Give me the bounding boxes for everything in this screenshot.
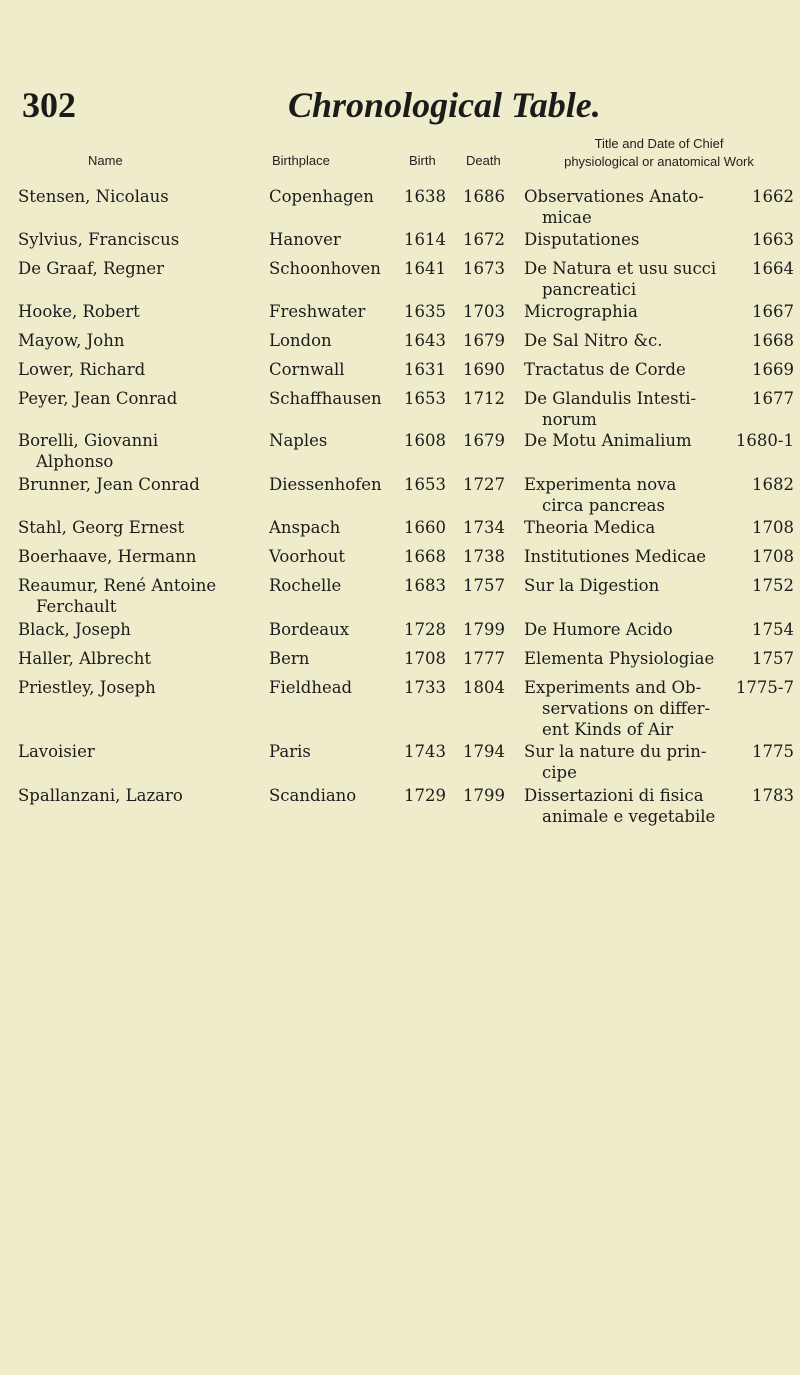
work-text: De Sal Nitro &c. xyxy=(524,331,663,350)
cell-name xyxy=(18,517,258,538)
name-text: Reaumur, René Antoine xyxy=(18,576,217,595)
cell-birth: 1708 xyxy=(404,649,446,668)
name-text: Stahl, Georg Ernest xyxy=(18,518,185,537)
cell-death: 1794 xyxy=(463,742,505,761)
cell-birthplace: Bordeaux xyxy=(269,620,350,639)
cell-death: 1672 xyxy=(463,230,505,249)
cell-work-title xyxy=(524,517,724,538)
name-text: Peyer, Jean Conrad xyxy=(18,389,178,408)
cell-name xyxy=(18,546,258,567)
work-continuation: norum xyxy=(542,410,597,429)
cell-death: 1673 xyxy=(463,259,505,278)
cell-work-year: 1708 xyxy=(752,518,794,537)
name-text: Borelli, Giovanni xyxy=(18,431,159,450)
cell-birthplace: Naples xyxy=(269,431,328,450)
cell-work-year: 1757 xyxy=(752,649,794,668)
cell-name xyxy=(18,359,258,380)
cell-name xyxy=(18,186,258,207)
cell-birthplace: Hanover xyxy=(269,230,341,249)
cell-birth: 1638 xyxy=(404,187,446,206)
cell-work-title xyxy=(524,186,724,228)
header-name: Name xyxy=(88,153,123,168)
cell-birth: 1635 xyxy=(404,302,446,321)
header-birth: Birth xyxy=(409,153,436,168)
cell-birth: 1728 xyxy=(404,620,446,639)
work-text: Experiments and Ob- xyxy=(524,678,702,697)
cell-birth: 1660 xyxy=(404,518,446,537)
work-text: Sur la Digestion xyxy=(524,576,660,595)
cell-death: 1804 xyxy=(463,678,505,697)
cell-work-year: 1708 xyxy=(752,547,794,566)
cell-birthplace: London xyxy=(269,331,332,350)
header-death: Death xyxy=(466,153,501,168)
cell-birthplace: Copenhagen xyxy=(269,187,374,206)
cell-death: 1679 xyxy=(463,331,505,350)
name-text: Black, Joseph xyxy=(18,620,131,639)
work-text: Dissertazioni di fisica xyxy=(524,786,704,805)
work-continuation: micae xyxy=(542,208,592,227)
cell-birth: 1608 xyxy=(404,431,446,450)
cell-work-title xyxy=(524,741,724,783)
cell-work-year: 1662 xyxy=(752,187,794,206)
work-text: Elementa Physiologiae xyxy=(524,649,715,668)
page-number: 302 xyxy=(22,85,76,125)
name-text: De Graaf, Regner xyxy=(18,259,165,278)
cell-birthplace: Schaffhausen xyxy=(269,389,382,408)
cell-work-year: 1663 xyxy=(752,230,794,249)
header-birthplace: Birthplace xyxy=(272,153,330,168)
name-text: Lower, Richard xyxy=(18,360,146,379)
work-text: Micrographia xyxy=(524,302,638,321)
cell-work-title xyxy=(524,575,724,596)
cell-birth: 1631 xyxy=(404,360,446,379)
cell-work-year: 1682 xyxy=(752,475,794,494)
cell-name xyxy=(18,430,258,472)
cell-work-year: 1754 xyxy=(752,620,794,639)
cell-death: 1727 xyxy=(463,475,505,494)
work-text: De Humore Acido xyxy=(524,620,673,639)
cell-name xyxy=(18,301,258,322)
cell-birthplace: Freshwater xyxy=(269,302,366,321)
cell-work-year: 1775 xyxy=(752,742,794,761)
cell-birth: 1743 xyxy=(404,742,446,761)
header-title-line1: Title and Date of Chief xyxy=(594,136,724,151)
cell-death: 1679 xyxy=(463,431,505,450)
cell-work-title xyxy=(524,388,724,430)
work-text: Theoria Medica xyxy=(524,518,656,537)
cell-work-title xyxy=(524,359,724,380)
cell-death: 1777 xyxy=(463,649,505,668)
work-text: Tractatus de Corde xyxy=(524,360,686,379)
cell-name xyxy=(18,648,258,669)
cell-death: 1703 xyxy=(463,302,505,321)
cell-name xyxy=(18,677,258,698)
work-text: Observationes Anato- xyxy=(524,187,704,206)
work-text: De Glandulis Intesti- xyxy=(524,389,697,408)
cell-work-year: 1680-1 xyxy=(735,431,794,450)
cell-work-title xyxy=(524,785,724,827)
cell-work-year: 1667 xyxy=(752,302,794,321)
cell-work-title xyxy=(524,474,724,516)
work-text: De Natura et usu succi xyxy=(524,259,717,278)
name-text: Spallanzani, Lazaro xyxy=(18,786,183,805)
cell-work-title xyxy=(524,229,724,250)
cell-birth: 1668 xyxy=(404,547,446,566)
cell-name xyxy=(18,330,258,351)
work-text: Sur la nature du prin- xyxy=(524,742,707,761)
cell-work-title xyxy=(524,648,724,669)
cell-name xyxy=(18,229,258,250)
cell-birthplace: Cornwall xyxy=(269,360,345,379)
work-continuation: ent Kinds of Air xyxy=(542,720,674,739)
name-text: Hooke, Robert xyxy=(18,302,140,321)
cell-work-year: 1752 xyxy=(752,576,794,595)
cell-death: 1734 xyxy=(463,518,505,537)
cell-death: 1799 xyxy=(463,620,505,639)
work-continuation: servations on differ- xyxy=(542,699,711,718)
work-continuation: pancreatici xyxy=(542,280,637,299)
name-text: Priestley, Joseph xyxy=(18,678,156,697)
cell-name xyxy=(18,474,258,495)
cell-birth: 1729 xyxy=(404,786,446,805)
name-continuation: Alphonso xyxy=(36,452,114,471)
work-text: Institutiones Medicae xyxy=(524,547,707,566)
cell-birth: 1653 xyxy=(404,389,446,408)
cell-birthplace: Fieldhead xyxy=(269,678,353,697)
cell-work-title xyxy=(524,330,724,351)
cell-work-year: 1783 xyxy=(752,786,794,805)
name-text: Sylvius, Franciscus xyxy=(18,230,180,249)
cell-name xyxy=(18,258,258,279)
cell-name xyxy=(18,785,258,806)
cell-death: 1690 xyxy=(463,360,505,379)
cell-work-year: 1668 xyxy=(752,331,794,350)
work-text: Disputationes xyxy=(524,230,640,249)
cell-birthplace: Bern xyxy=(269,649,310,668)
cell-birth: 1733 xyxy=(404,678,446,697)
cell-death: 1686 xyxy=(463,187,505,206)
cell-work-year: 1677 xyxy=(752,389,794,408)
cell-work-title xyxy=(524,430,724,451)
work-text: De Motu Animalium xyxy=(524,431,692,450)
name-continuation: Ferchault xyxy=(36,597,117,616)
name-text: Stensen, Nicolaus xyxy=(18,187,169,206)
work-continuation: animale e vegetabile xyxy=(542,807,716,826)
cell-birthplace: Schoonhoven xyxy=(269,259,381,278)
cell-birthplace: Paris xyxy=(269,742,311,761)
cell-work-year: 1664 xyxy=(752,259,794,278)
cell-birth: 1643 xyxy=(404,331,446,350)
name-text: Mayow, John xyxy=(18,331,125,350)
work-continuation: circa pancreas xyxy=(542,496,665,515)
cell-name xyxy=(18,741,258,762)
cell-birth: 1653 xyxy=(404,475,446,494)
cell-name xyxy=(18,619,258,640)
cell-death: 1712 xyxy=(463,389,505,408)
cell-death: 1799 xyxy=(463,786,505,805)
cell-work-title xyxy=(524,301,724,322)
header-title-line2: physiological or anatomical Work xyxy=(564,154,754,169)
cell-death: 1757 xyxy=(463,576,505,595)
cell-work-year: 1669 xyxy=(752,360,794,379)
name-text: Brunner, Jean Conrad xyxy=(18,475,200,494)
cell-work-title xyxy=(524,258,724,300)
name-text: Lavoisier xyxy=(18,742,95,761)
cell-work-title xyxy=(524,546,724,567)
cell-birthplace: Scandiano xyxy=(269,786,357,805)
cell-birthplace: Rochelle xyxy=(269,576,342,595)
cell-name xyxy=(18,388,258,409)
cell-birthplace: Voorhout xyxy=(269,547,345,566)
cell-death: 1738 xyxy=(463,547,505,566)
work-continuation: cipe xyxy=(542,763,577,782)
work-text: Experimenta nova xyxy=(524,475,677,494)
cell-birthplace: Anspach xyxy=(269,518,341,537)
cell-work-title xyxy=(524,677,724,740)
cell-name xyxy=(18,575,258,617)
running-title: Chronological Table. xyxy=(288,85,601,125)
cell-work-year: 1775-7 xyxy=(735,678,794,697)
cell-birthplace: Diessenhofen xyxy=(269,475,382,494)
header-title xyxy=(524,135,794,171)
cell-work-title xyxy=(524,619,724,640)
cell-birth: 1614 xyxy=(404,230,446,249)
name-text: Boerhaave, Hermann xyxy=(18,547,197,566)
cell-birth: 1683 xyxy=(404,576,446,595)
cell-birth: 1641 xyxy=(404,259,446,278)
name-text: Haller, Albrecht xyxy=(18,649,152,668)
